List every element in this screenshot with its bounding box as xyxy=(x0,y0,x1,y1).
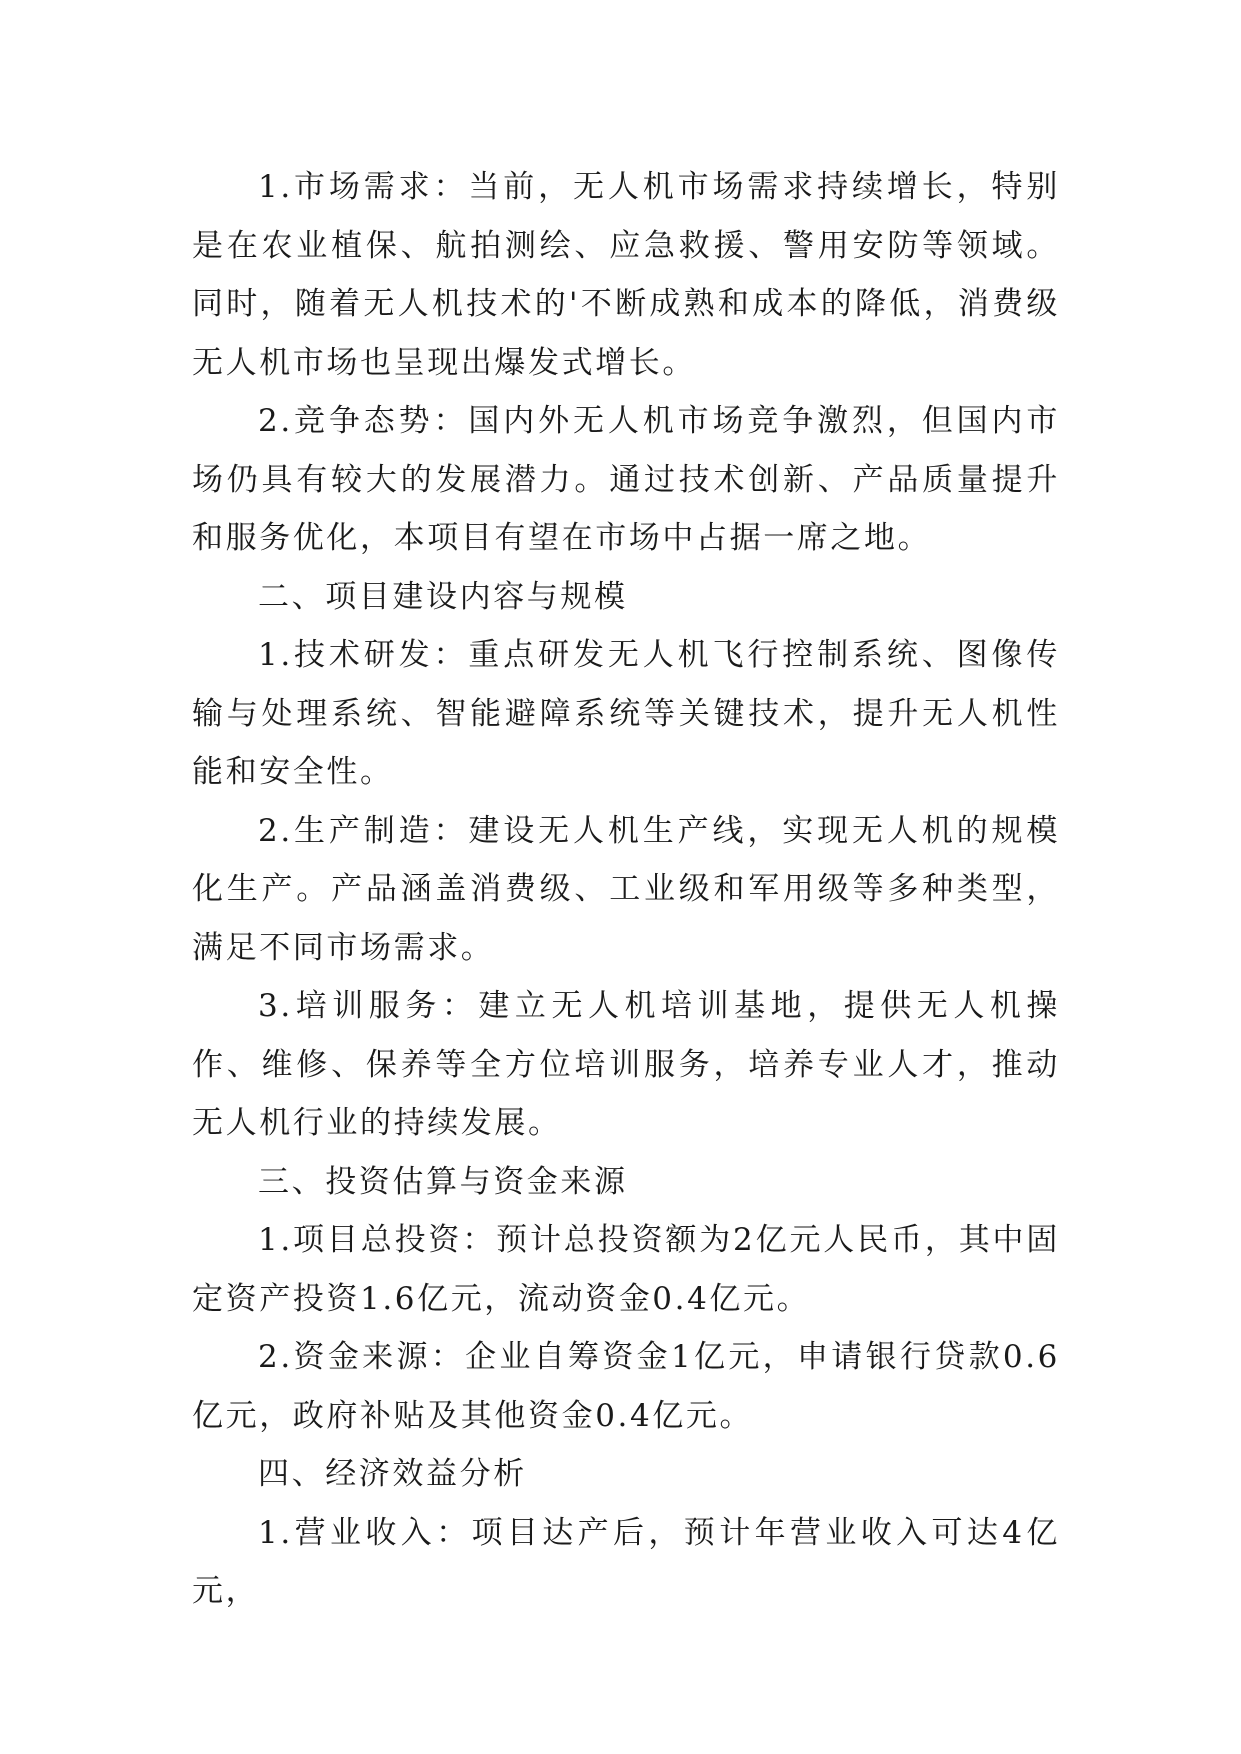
section-heading-construction: 二、项目建设内容与规模 xyxy=(258,578,628,615)
section-heading-investment: 三、投资估算与资金来源 xyxy=(258,1163,628,1200)
paragraph-competition: 2.竞争态势：国内外无人机市场竞争激烈，但国内市场仍具有较大的发展潜力。通过技术创新、产品质量提升和服务优化，本项目有望在市场中占据一席之地。 xyxy=(192,403,1060,556)
paragraph-training: 3.培训服务：建立无人机培训基地，提供无人机操作、维修、保养等全方位培训服务，培养专业人才，推动无人机行业的持续发展。 xyxy=(192,988,1060,1141)
paragraph-market-demand: 1.市场需求：当前，无人机市场需求持续增长，特别是在农业植保、航拍测绘、应急救援、警用安防等领域。同时，随着无人机技术的'不断成熟和成本的降低，消费级无人机市场也呈现出爆发式增长。 xyxy=(192,169,1060,381)
paragraph-funding-sources: 2.资金来源：企业自筹资金1亿元，申请银行贷款0.6亿元，政府补贴及其他资金0.4亿元。 xyxy=(192,1339,1060,1434)
paragraph-rnd: 1.技术研发：重点研发无人机飞行控制系统、图像传输与处理系统、智能避障系统等关键技术，提升无人机性能和安全性。 xyxy=(192,637,1060,790)
paragraph-revenue: 1.营业收入：项目达产后，预计年营业收入可达4亿元， xyxy=(192,1514,1060,1609)
paragraph-manufacturing: 2.生产制造：建设无人机生产线，实现无人机的规模化生产。产品涵盖消费级、工业级和军用级等多种类型，满足不同市场需求。 xyxy=(192,812,1060,966)
document-body xyxy=(192,158,1060,1621)
section-heading-economic-benefits: 四、经济效益分析 xyxy=(258,1456,527,1492)
paragraph-total-investment: 1.项目总投资：预计总投资额为2亿元人民币，其中固定资产投资1.6亿元，流动资金0.4亿元。 xyxy=(192,1222,1060,1317)
